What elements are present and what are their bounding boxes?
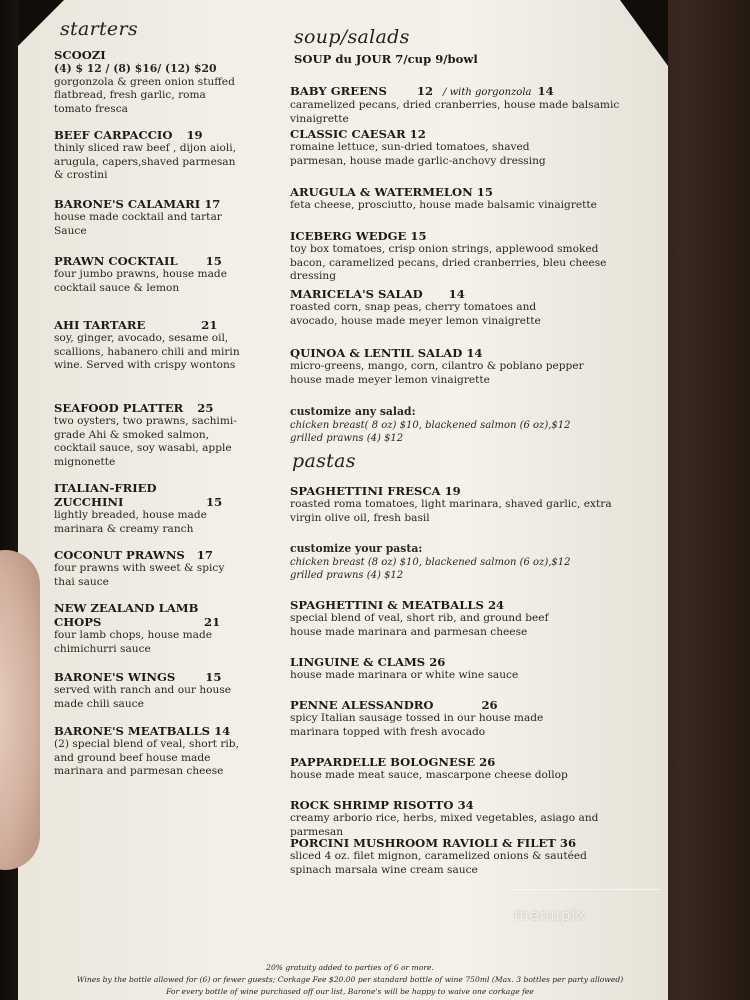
customize-pasta-prawns: grilled prawns (4) $12 [290,569,404,581]
item-desc: four lamb chops, house made chimichurri sauce [54,629,213,655]
footer-gratuity: 20% gratuity added to parties of 6 or more. [266,963,434,972]
item-name: QUINOA & LENTIL SALAD [290,346,463,360]
menu-item-maricelas-salad [290,287,650,328]
pastas-title: pastas [292,450,356,472]
item-desc: creamy arborio rice, herbs, mixed vegetables, asiago and parmesan [290,812,599,838]
customize-salad-prawns: grilled prawns (4) $12 [290,432,404,444]
starters-title: starters [60,18,138,40]
customize-pasta-heading: customize your pasta: [290,542,423,555]
item-price: 26 [429,655,446,669]
menu-item-iceberg-wedge [290,229,650,284]
menu-item-italian-fried-zucchini [54,481,244,536]
item-price: 12 [409,127,426,141]
customize-salad [290,405,650,445]
customize-pasta-salmon: , blackened salmon (6 oz),$12 [418,556,571,568]
item-name: LINGUINE & CLAMS [290,655,426,669]
item-name: BEEF CARPACCIO [54,128,173,142]
item-desc: thinly sliced raw beef , dijon aioli, arugula, capers,shaved parmesan & crostini [54,142,237,182]
item-price: 15 [206,495,223,509]
item-price: 21 [201,318,218,332]
item-name: BARONE'S WINGS [54,670,176,684]
item-name: PRAWN COCKTAIL [54,254,178,268]
item-desc: (2) special blend of veal, short rib, and ground beef house made marinara and parmesan cheese [54,738,239,778]
item-price: 25 [197,401,214,415]
item-extra: / with gorgonzola [443,87,532,98]
item-price: 36 [559,836,577,850]
item-name: PENNE ALESSANDRO [290,698,434,712]
menu-item-classic-caesar [290,127,650,168]
soup-du-jour: SOUP du JOUR 7/cup 9/bowl [294,52,478,66]
item-desc: two oysters, two prawns, sachimi-grade Ahi & smoked salmon, cocktail sauce, soy wasabi, apple mignonette [54,415,237,468]
item-price: 26 [481,698,498,712]
item-name: PAPPARDELLE BOLOGNESE [290,755,476,769]
customize-salad-heading: customize any salad: [290,405,416,418]
item-price: 19 [444,484,461,498]
item-desc: romaine lettuce, sun-dried tomatoes, shaved parmesan, house made garlic-anchovy dressing [290,141,546,167]
item-desc: roasted corn, snap peas, cherry tomatoes and avocado, house made meyer lemon vinaigrette [290,301,541,327]
menu-item-seafood-platter [54,401,244,469]
item-desc: special blend of veal, short rib, and ground beef house made marinara and parmesan cheese [290,612,549,638]
item-price: 14 [466,346,483,360]
customize-pasta [290,542,650,582]
menu-item-coconut-prawns [54,548,244,589]
item-desc: house made meat sauce, mascarpone cheese dollop [290,769,568,781]
item-name: MARICELA'S SALAD [290,287,423,301]
item-name: SPAGHETTINI & MEATBALLS [290,598,484,612]
menu-item-wings [54,670,244,711]
item-desc: house made marinara or white wine sauce [290,669,519,681]
item-price: 26 [479,755,496,769]
item-desc: four jumbo prawns, house made cocktail sauce & lemon [54,268,227,294]
menu-item-pappardelle-bolognese [290,755,650,783]
item-price: (4) $ 12 / (8) $16/ (12) $20 [54,62,217,75]
menu-item-arugula-watermelon [290,185,650,213]
item-extra-price: 14 [537,84,554,98]
watermark-line [512,889,660,890]
item-name: SPAGHETTINI FRESCA [290,484,441,498]
item-name: AHI TARTARE [54,318,146,332]
soups-title: soup/salads [294,26,410,48]
item-name: PORCINI MUSHROOM RAVIOLI & FILET [290,836,556,850]
item-desc: roasted roma tomatoes, light marinara, shaved garlic, extra virgin olive oil, fresh basil [290,498,612,524]
item-name: BARONE'S CALAMARI [54,197,201,211]
customize-salad-chicken: chicken breast( 8 oz) $10 [290,419,419,431]
item-price: 21 [204,615,221,629]
item-desc: lightly breaded, house made marinara & creamy ranch [54,509,207,535]
menu-item-meatballs [54,724,244,779]
item-price: 15 [205,670,222,684]
item-desc: sliced 4 oz. filet mignon, caramelized onions & sautéed spinach marsala wine cream sauce [290,850,587,876]
item-price: 15 [410,229,427,243]
item-name: BARONE'S MEATBALLS [54,724,211,738]
item-name: ROCK SHRIMP RISOTTO [290,798,454,812]
menu-item-quinoa-lentil [290,346,650,387]
item-price: 14 [214,724,231,738]
item-desc: four prawns with sweet & spicy thai sauce [54,562,225,588]
item-desc: gorgonzola & green onion stuffed flatbread, fresh garlic, roma tomato fresca [54,75,235,115]
menu-item-beef-carpaccio [54,128,244,183]
item-price: 17 [204,197,221,211]
menu-item-lamb-chops [54,601,244,656]
corner-holder-right [620,0,668,66]
menu-item-baby-greens [290,84,650,126]
menu-item-calamari [54,197,244,238]
customize-salad-salmon: , blackened salmon (6 oz),$12 [418,419,571,431]
item-price: 12 [416,84,434,98]
item-name: ITALIAN-FRIED ZUCCHINI [54,481,157,509]
item-name: SEAFOOD PLATTER [54,401,184,415]
item-name: BABY GREENS [290,84,387,98]
item-price: 15 [205,254,222,268]
menu-item-linguine-clams [290,655,650,683]
item-desc: spicy Italian sausage tossed in our house made marinara topped with fresh avocado [290,712,544,738]
item-price: 19 [186,128,203,142]
item-desc: micro-greens, mango, corn, cilantro & poblano pepper house made meyer lemon vinaigrette [290,360,584,386]
item-price: 17 [196,548,213,562]
corner-holder-left [18,0,64,46]
item-name: CLASSIC CAESAR [290,127,406,141]
item-price: 34 [457,798,474,812]
item-desc: feta cheese, prosciutto, house made balsamic vinaigrette [290,199,597,211]
menu-item-spaghettini-meatballs [290,598,650,639]
menu-item-rock-shrimp-risotto [290,798,650,839]
item-name: ARUGULA & WATERMELON [290,185,473,199]
item-name: SCOOZI [54,48,106,62]
item-desc: soy, ginger, avocado, sesame oil, scallions, habanero chili and mirin wine. Served with crispy wontons [54,332,240,372]
menu-item-ahi-tartare [54,318,244,373]
item-desc: house made cocktail and tartar Sauce [54,211,222,237]
item-desc: caramelized pecans, dried cranberries, house made balsamic vinaigrette [290,99,620,125]
item-price: 24 [487,598,505,612]
item-name: COCONUT PRAWNS [54,548,185,562]
item-price: 14 [448,287,465,301]
menu-item-prawn-cocktail [54,254,244,295]
menu-item-spaghettini-fresca [290,484,650,525]
menupix-watermark: menupix [514,906,587,924]
customize-pasta-chicken: chicken breast (8 oz) $10 [290,556,419,568]
item-name: NEW ZEALAND LAMB CHOPS [54,601,199,629]
menu-item-scoozi [54,48,244,116]
item-desc: toy box tomatoes, crisp onion strings, applewood smoked bacon, caramelized pecans, dried cranberries, bleu cheese dressing [290,243,607,283]
item-price: 15 [476,185,493,199]
menu-item-penne-alessandro [290,698,650,739]
footer-corkage: Wines by the bottle allowed for (6) or fewer guests; Corkage Fee $20.00 per standard bottle of wine 750ml (Max. 3 bottles per party allowed) [76,975,624,984]
item-desc: served with ranch and our house made chili sauce [54,684,232,710]
footer-waive: For every bottle of wine purchased off our list, Barone's will be happy to waive one corkage fee [166,987,534,996]
menu-item-porcini-ravioli-filet [290,836,650,877]
hand-holding-menu [0,550,40,870]
item-name: ICEBERG WEDGE [290,229,407,243]
